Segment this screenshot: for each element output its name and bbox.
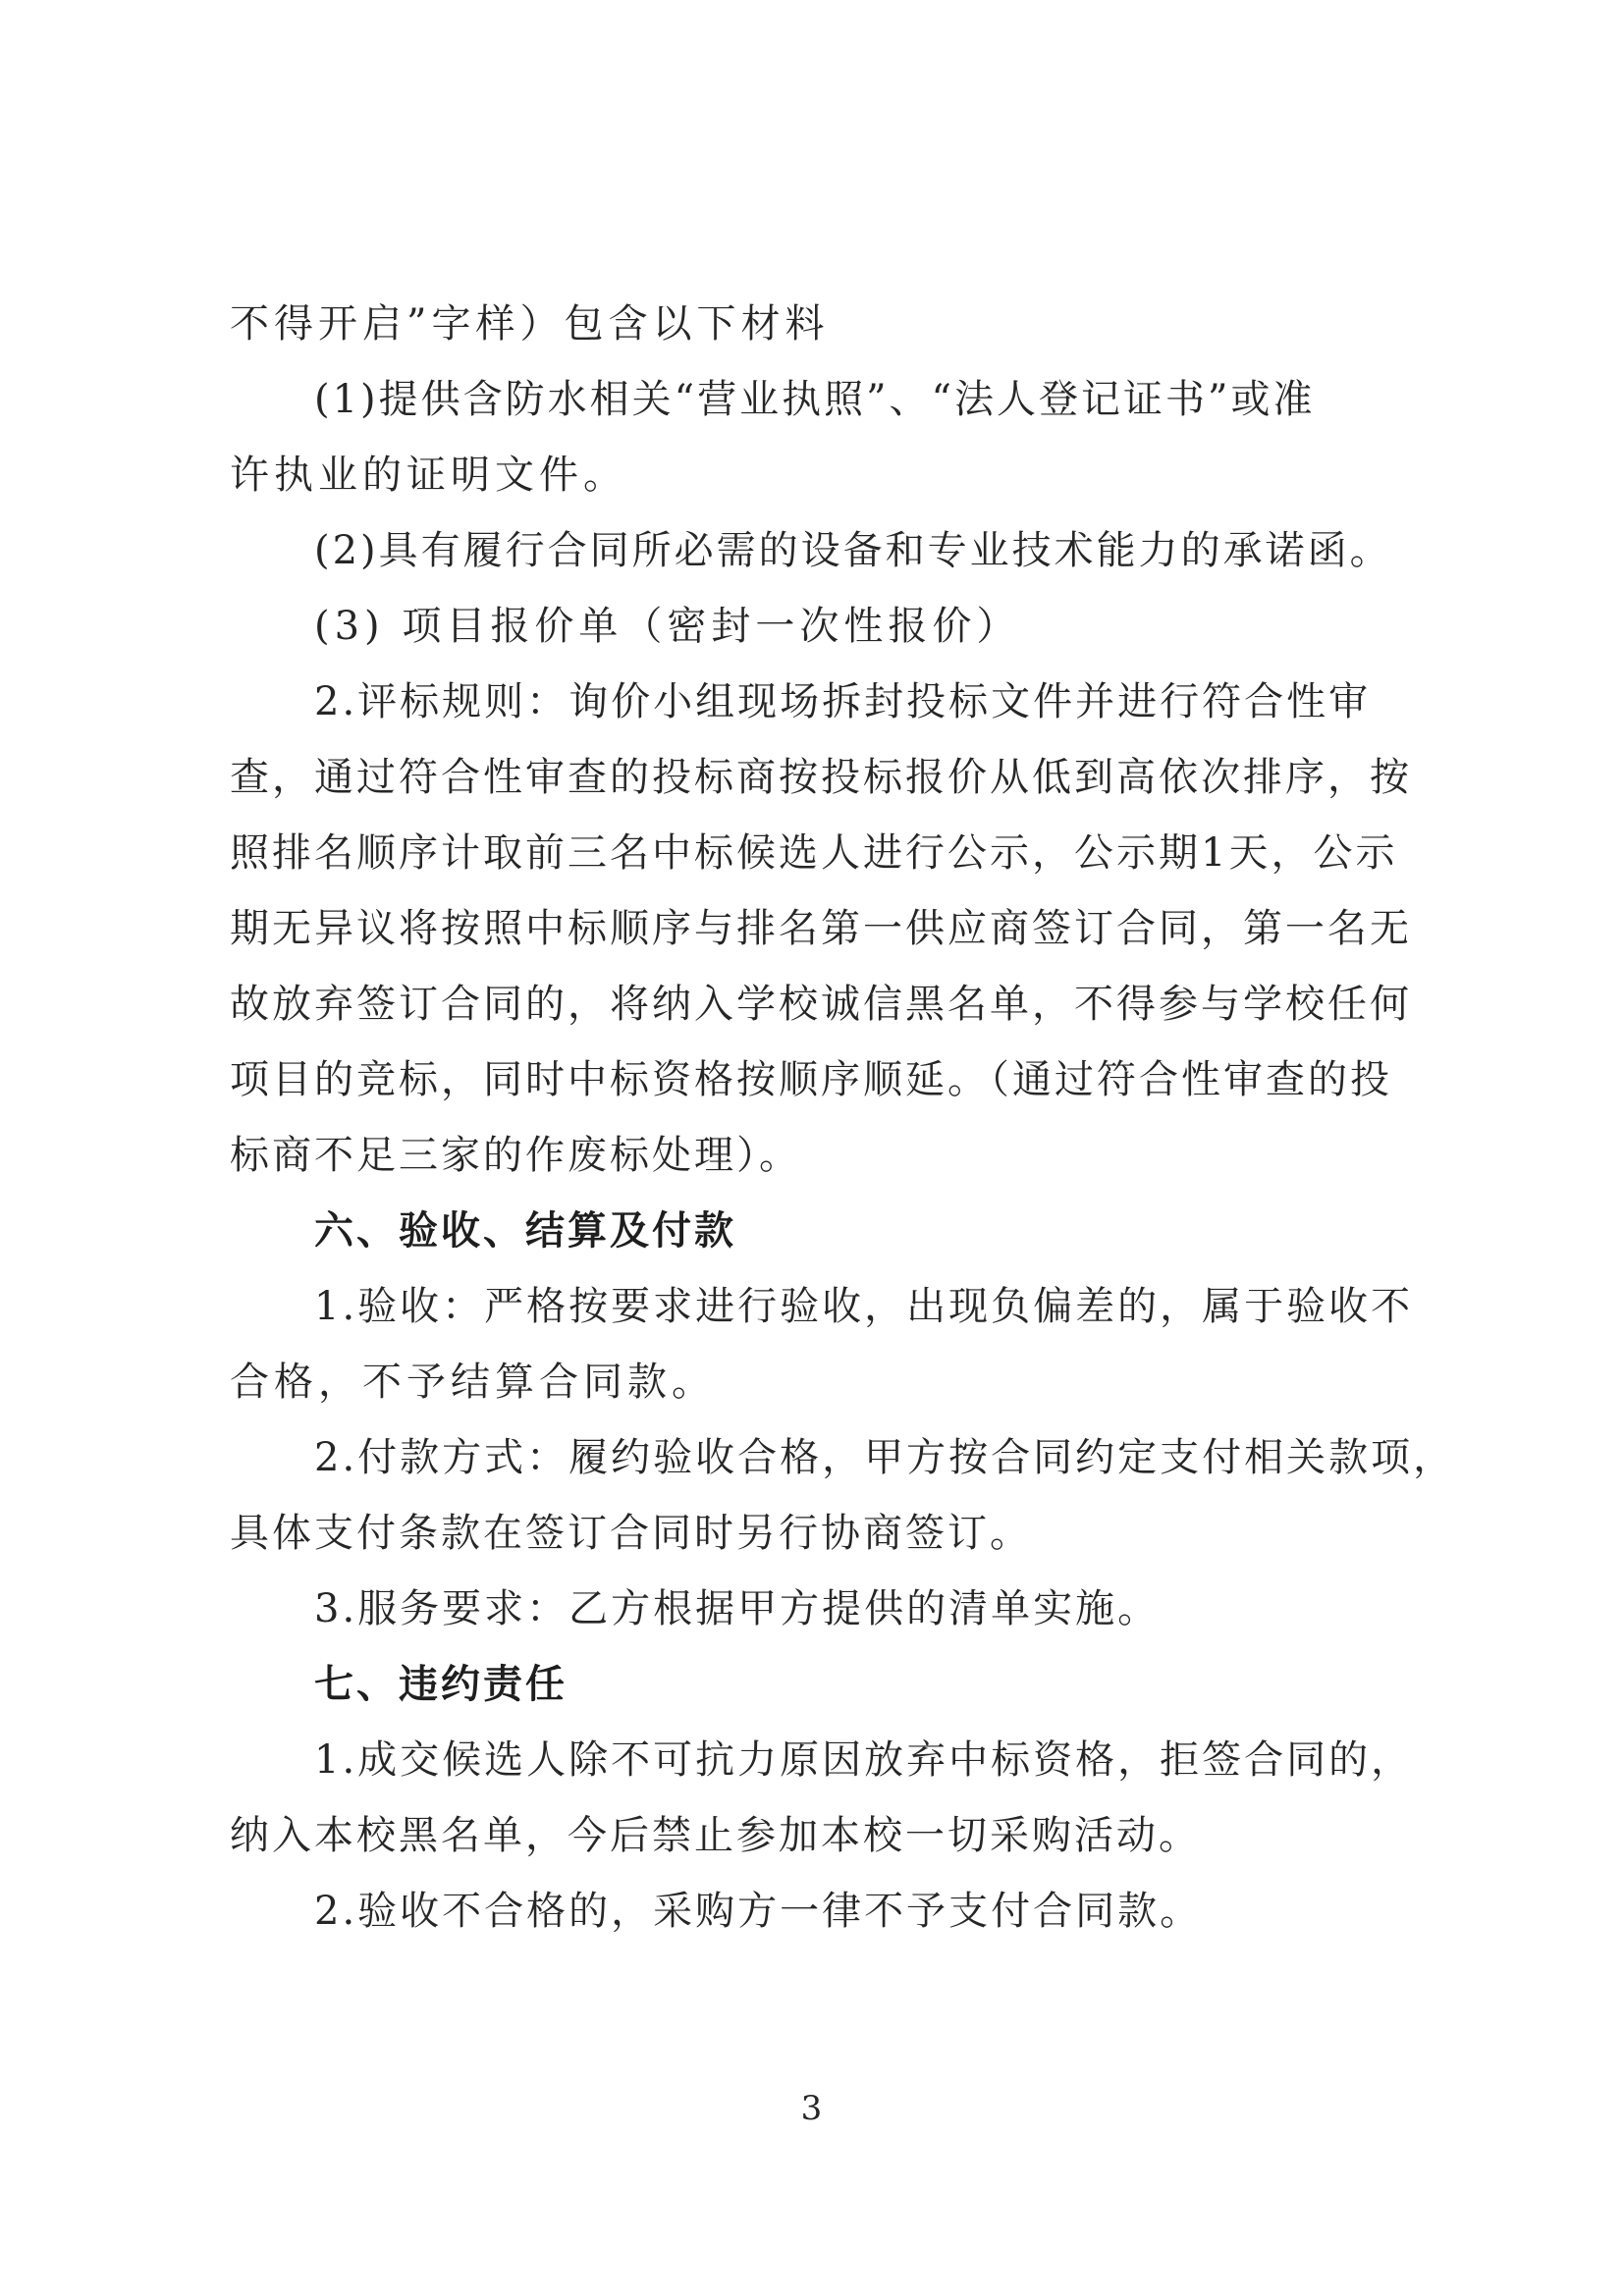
body-line: (2)具有履行合同所必需的设备和专业技术能力的承诺函。 <box>314 528 1392 573</box>
body-line: 纳入本校黑名单，今后禁止参加本校一切采购活动。 <box>230 1813 1201 1858</box>
body-line: 1.成交候选人除不可抗力原因放弃中标资格，拒签合同的， <box>314 1737 1414 1783</box>
body-line: 2.验收不合格的，采购方一律不予支付合同款。 <box>314 1889 1203 1934</box>
body-line: 查，通过符合性审查的投标商按投标报价从低到高依次排序，按 <box>230 755 1412 800</box>
body-line: 2.评标规则：询价小组现场拆封投标文件并进行符合性审 <box>314 679 1372 724</box>
body-line: 标商不足三家的作废标处理）。 <box>230 1133 801 1178</box>
body-line: 许执业的证明文件。 <box>230 453 627 498</box>
body-line: 具体支付条款在签订合同时另行协商签订。 <box>230 1511 1032 1556</box>
body-line: 期无异议将按照中标顺序与排名第一供应商签订合同，第一名无 <box>230 906 1412 951</box>
body-line: 合格，不予结算合同款。 <box>230 1360 716 1405</box>
body-line: 2.付款方式：履约验收合格，甲方按合同约定支付相关款项， <box>314 1435 1456 1480</box>
body-line: 照排名顺序计取前三名中标候选人进行公示，公示期1天，公示 <box>230 830 1398 876</box>
body-line: 故放弃签订合同的，将纳入学校诚信黑名单，不得参与学校任何 <box>230 982 1412 1027</box>
section-heading: 六、验收、结算及付款 <box>314 1208 736 1254</box>
body-line: 3.服务要求：乙方根据甲方提供的清单实施。 <box>314 1586 1161 1631</box>
body-line: 项目的竞标，同时中标资格按顺序顺延。（通过符合性审查的投 <box>230 1057 1392 1102</box>
section-heading: 七、违约责任 <box>314 1662 568 1707</box>
body-line: 不得开启”字样）包含以下材料 <box>230 301 830 347</box>
body-line: 1.验收：严格按要求进行验收，出现负偏差的，属于验收不 <box>314 1284 1414 1329</box>
body-line: (1)提供含防水相关“营业执照”、“法人登记证书”或准 <box>314 377 1316 422</box>
body-line: (3) 项目报价单（密封一次性报价） <box>314 604 1021 649</box>
page-number: 3 <box>800 2089 823 2128</box>
